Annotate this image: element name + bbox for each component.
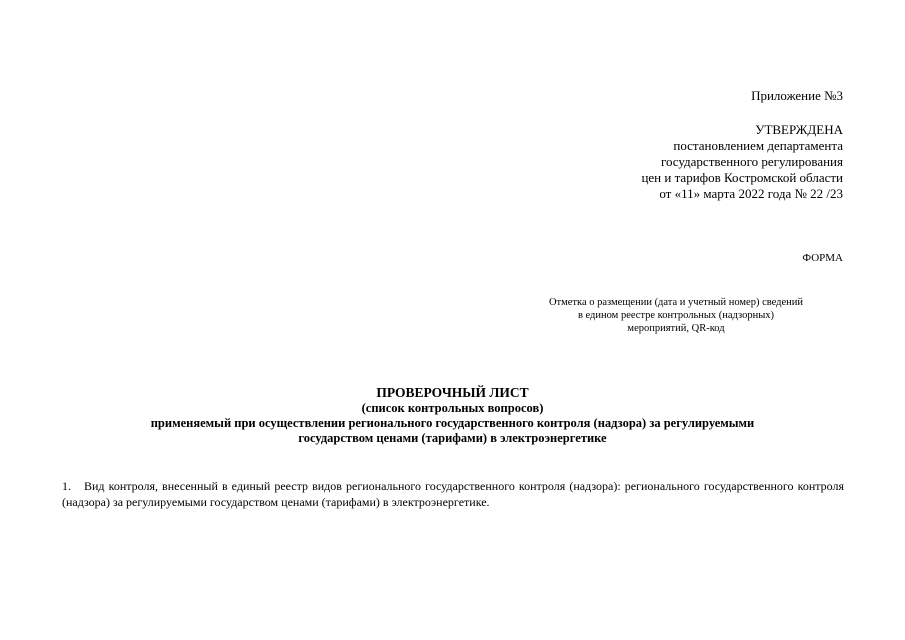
registry-mark-line: Отметка о размещении (дата и учетный номер) сведений <box>548 297 804 308</box>
approval-line: государственного регулирования <box>660 154 843 169</box>
approval-line: постановлением департамента <box>673 138 843 153</box>
paragraph-text: Вид контроля, внесенный в единый реестр видов регионального государственного контроля (надзора): регионального государственного контроля (надзора) за регулируемыми государством ценами (тарифами) в электроэнергетике. <box>62 479 844 509</box>
paragraph-1 <box>62 478 844 510</box>
registry-mark-line: мероприятий, QR-код <box>627 323 725 334</box>
registry-mark <box>500 296 852 335</box>
approval-line: УТВЕРЖДЕНА <box>755 122 843 137</box>
approval-line: от «11» марта 2022 года № 22 /23 <box>659 186 843 201</box>
appendix-number: Приложение №3 <box>751 88 843 103</box>
checklist-description-line: применяемый при осуществлении регионального государственного контроля (надзора) за регулируемыми <box>150 416 755 430</box>
approval-line: цен и тарифов Костромской области <box>641 170 843 185</box>
checklist-title-block <box>60 385 845 446</box>
checklist-subtitle: (список контрольных вопросов) <box>361 401 544 415</box>
registry-mark-line: в едином реестре контрольных (надзорных) <box>577 310 775 321</box>
paragraph-number: 1. <box>62 479 71 493</box>
form-label: ФОРМА <box>802 252 843 264</box>
checklist-description-line: государством ценами (тарифами) в электроэнергетике <box>298 431 607 445</box>
checklist-title: ПРОВЕРОЧНЫЙ ЛИСТ <box>376 385 529 400</box>
approval-block <box>641 122 843 202</box>
